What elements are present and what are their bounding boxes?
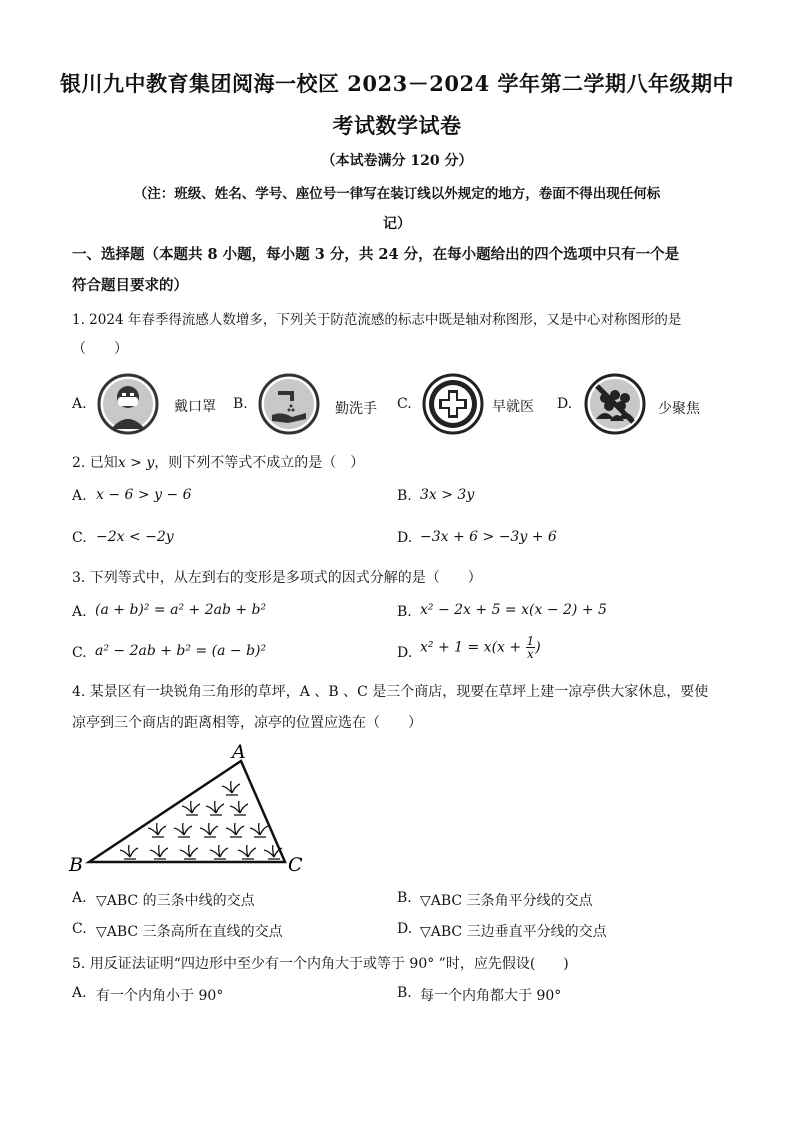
q1-option-c-label: 早就医: [492, 399, 534, 415]
notice-line2: 记）: [383, 216, 411, 232]
vertex-b-label: B: [69, 854, 83, 876]
q1-stem-line2: （ ）: [72, 341, 128, 357]
section1-heading-line2: 符合题目要求的）: [72, 277, 188, 294]
q3-option-b: x² − 2x + 5 = x(x − 2) + 5: [420, 602, 607, 618]
q3-option-d: [420, 635, 541, 660]
lawn-triangle-figure: [66, 738, 316, 878]
q3-option-d-letter: D.: [397, 645, 413, 661]
q2-option-a: x − 6 > y − 6: [96, 487, 192, 503]
no-crowd-icon: [584, 373, 646, 435]
notice-line1: （注：班级、姓名、学号、座位号一律写在装订线以外规定的地方，卷面不得出现任何标: [133, 186, 661, 202]
q5-option-b-letter: B.: [397, 985, 412, 1001]
mask-icon: [97, 373, 159, 435]
q2-stem-math: x > y: [117, 455, 155, 471]
q2-option-b: 3x > 3y: [420, 487, 475, 503]
q2-stem: [72, 452, 732, 472]
q1-option-d-label: 少聚焦: [658, 401, 700, 417]
q4-option-a-letter: A.: [72, 890, 87, 906]
q2-option-c-letter: C.: [72, 530, 87, 546]
q3-option-d-right: ): [535, 639, 541, 656]
q2-option-d: −3x + 6 > −3y + 6: [420, 529, 557, 545]
q1-option-a-label: 戴口罩: [174, 399, 216, 415]
q1-option-d-letter: D.: [557, 396, 573, 412]
q4-stem-line1: 4. 某景区有一块锐角三角形的草坪，A 、B 、C 是三个商店，现要在草坪上建一凉亭供大家休息，要使: [72, 684, 709, 700]
q3-option-d-denominator: x: [527, 647, 534, 661]
q3-option-a: (a + b)² = a² + 2ab + b²: [95, 602, 267, 618]
q2-option-c: −2x < −2y: [96, 529, 174, 545]
score-note: （本试卷满分 120 分）: [321, 153, 473, 169]
q3-option-c-letter: C.: [72, 645, 87, 661]
q4-option-d-letter: D.: [397, 921, 413, 937]
q1-stem-line1: 1. 2024 年春季得流感人数增多，下列关于防范流感的标志中既是轴对称图形，又是中心对称图形的是: [72, 312, 682, 328]
q5-option-a: 有一个内角小于 90°: [96, 988, 224, 1004]
q3-option-d-left: x² + 1 = x(x +: [420, 639, 522, 656]
q5-option-a-letter: A.: [72, 985, 87, 1001]
medical-cross-icon: [422, 373, 484, 435]
q1-option-c-letter: C.: [397, 396, 412, 412]
q3-option-d-fraction: [526, 635, 536, 660]
section1-heading-line1: 一、选择题（本题共 8 小题，每小题 3 分，共 24 分，在每小题给出的四个选项中只有一个是: [72, 246, 680, 263]
q4-option-a: ▽ABC 的三条中线的交点: [96, 893, 255, 909]
q1-option-b-label: 勤洗手: [335, 401, 377, 417]
q2-option-d-letter: D.: [397, 530, 413, 546]
vertex-c-label: C: [288, 854, 303, 876]
q1-option-a-letter: A.: [72, 396, 87, 412]
q5-stem: 5. 用反证法证明“四边形中至少有一个内角大于或等于 90° ”时，应先假设( ): [72, 956, 569, 972]
q3-option-d-numerator: 1: [526, 634, 535, 648]
q4-option-d: ▽ABC 三边垂直平分线的交点: [420, 924, 607, 940]
q5-option-b: 每一个内角都大于 90°: [420, 988, 562, 1004]
q3-stem: 3. 下列等式中，从左到右的变形是多项式的因式分解的是（ ）: [72, 570, 482, 586]
handwash-icon: [258, 373, 320, 435]
q2-option-b-letter: B.: [397, 488, 412, 504]
q1-option-b-letter: B.: [233, 396, 248, 412]
q4-option-c-letter: C.: [72, 921, 87, 937]
q3-option-b-letter: B.: [397, 604, 412, 620]
q3-option-c: a² − 2ab + b² = (a − b)²: [95, 643, 267, 659]
q4-option-c: ▽ABC 三条高所在直线的交点: [96, 924, 283, 940]
exam-title-line1: 银川九中教育集团阅海一校区 2023－2024 学年第二学期八年级期中: [59, 71, 734, 96]
q4-stem-line2: 凉亭到三个商店的距离相等，凉亭的位置应选在（ ）: [72, 715, 422, 731]
q2-stem-prefix: 2. 已知: [72, 455, 118, 471]
q4-option-b: ▽ABC 三条角平分线的交点: [420, 893, 593, 909]
q2-stem-suffix: ，则下列不等式不成立的是（ ）: [154, 455, 365, 471]
q3-option-a-letter: A.: [72, 604, 87, 620]
triangle-abc: [89, 761, 285, 862]
q4-option-b-letter: B.: [397, 890, 412, 906]
vertex-a-label: A: [232, 741, 246, 763]
q2-option-a-letter: A.: [72, 488, 87, 504]
exam-title-line2: 考试数学试卷: [332, 113, 462, 138]
